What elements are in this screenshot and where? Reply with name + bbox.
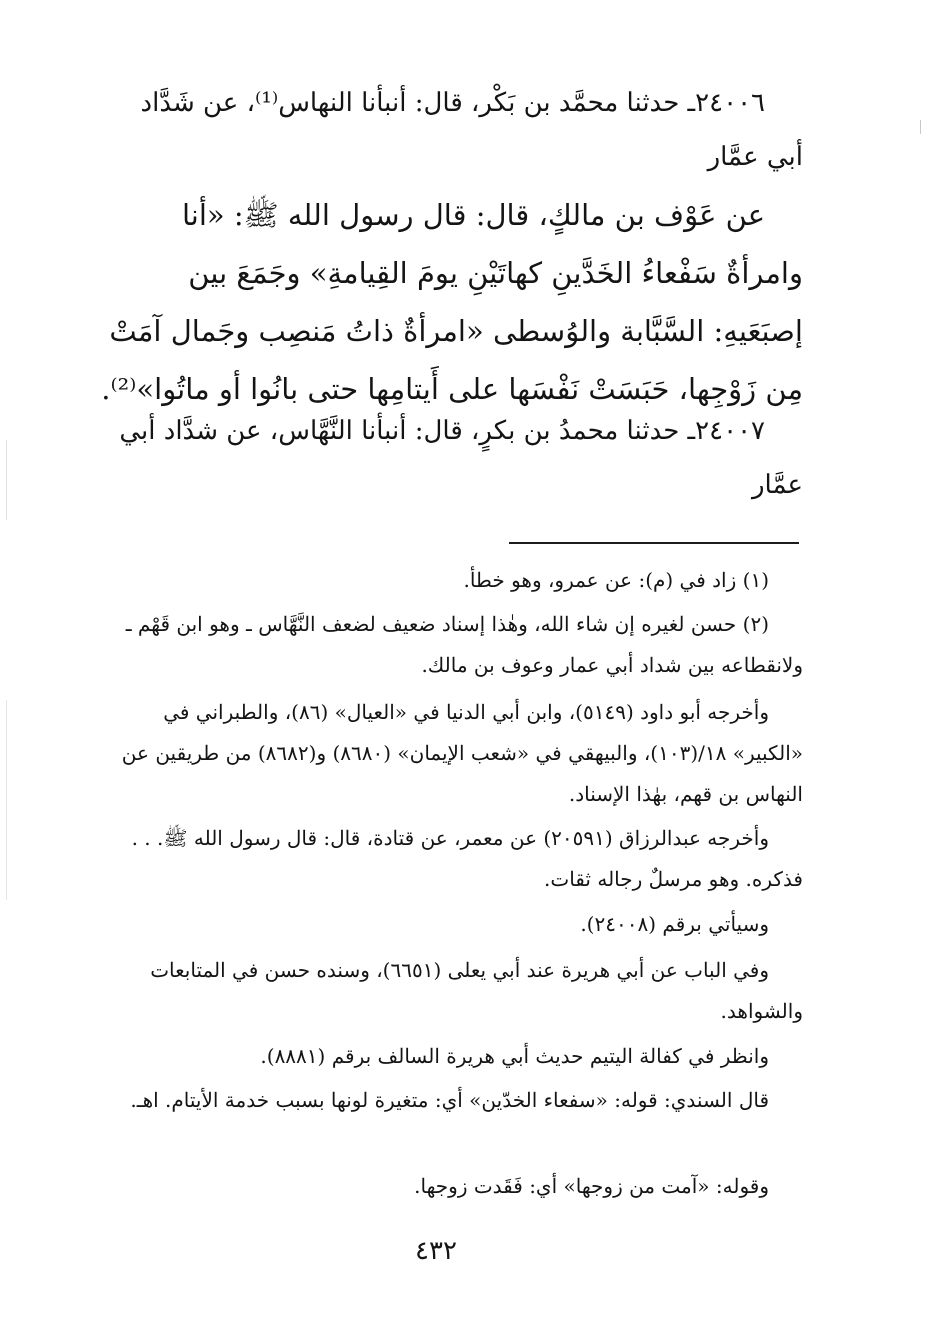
footnote-qawluhu	[98, 1166, 803, 1207]
footnote-sayati-text: وسيأتي برقم (٢٤٠٠٨).	[580, 912, 769, 936]
scan-artifact-mark	[6, 440, 7, 520]
footnote-qawluhu-text: وقوله: «آمت من زوجها» أي: فَقَدت زوجها.	[414, 1174, 769, 1198]
footnote-bab-text: وفي الباب عن أبي هريرة عند أبي يعلى (٦٦٥١)، وسنده حسن في المتابعات والشواهد.	[150, 958, 803, 1023]
hadith-2406-isnad	[98, 76, 803, 184]
hadith-2407-isnad	[98, 404, 803, 512]
hadith-2407-isnad-text: ٢٤٠٠٧ـ حدثنا محمدُ بن بكرٍ، قال: أنبأنا النَّهَّاس، عن شدَّاد أبي عمَّار	[119, 416, 803, 500]
hadith-2406-matn	[98, 186, 803, 418]
footnote-abdurrazzaq-text: وأخرجه عبدالرزاق (٢٠٥٩١) عن معمر، عن قتادة، قال: قال رسول الله ﷺ. . . فذكره. وهو مرسلٌ رجاله ثقات.	[131, 826, 803, 891]
footnote-separator	[509, 542, 799, 544]
footnote-sindi	[98, 1080, 803, 1121]
footnote-abu-dawud	[98, 692, 803, 815]
footnote-1-text: (١) زاد في (م): عن عمرو، وهو خطأ.	[463, 568, 769, 592]
footnote-sayati	[98, 904, 803, 945]
hadith-2406-matn-text: عن عَوْف بن مالكٍ، قال: قال رسول الله ﷺ: «أنا وامرأةٌ سَفْعاءُ الخَدَّينِ كهاتَيْنِ يومَ القِيامةِ» وجَمَعَ بين إصبَعَيهِ: السَّبَّابة والوُسطى «امرأةٌ ذاتُ مَنصِب وجَمال آمَتْ مِن زَوْجِها، حَبَسَتْ نَفْسَها على أَيتامِها حتى بانُوا أو ماتُوا»⁽²⁾.	[101, 198, 803, 406]
scan-artifact-mark	[6, 700, 7, 900]
footnote-kafala-text: وانظر في كفالة اليتيم حديث أبي هريرة السالف برقم (٨٨٨١).	[260, 1044, 769, 1068]
footnote-abdurrazzaq	[98, 818, 803, 900]
footnote-1	[98, 560, 803, 601]
footnote-2	[98, 604, 803, 686]
footnote-kafala	[98, 1036, 803, 1077]
footnote-sindi-text: قال السندي: قوله: «سفعاء الخدّين» أي: متغيرة لونها بسبب خدمة الأيتام. اهـ.	[130, 1088, 769, 1112]
footnote-bab	[98, 950, 803, 1032]
footnote-abu-dawud-text: وأخرجه أبو داود (٥١٤٩)، وابن أبي الدنيا في «العيال» (٨٦)، والطبراني في «الكبير» ١٨/(١٠٣)، والبيهقي في «شعب الإيمان» (٨٦٨٠) و(٨٦٨٢) من طريقين عن النهاس بن قهم، بهٰذا الإسناد.	[121, 700, 803, 806]
hadith-2406-isnad-text: ٢٤٠٠٦ـ حدثنا محمَّد بن بَكْر، قال: أنبأنا النهاس⁽¹⁾، عن شَدَّاد أبي عمَّار	[140, 88, 803, 172]
page-number: ٤٣٢	[415, 1236, 457, 1266]
scan-artifact-mark	[920, 120, 921, 134]
footnote-2-text: (٢) حسن لغيره إن شاء الله، وهٰذا إسناد ضعيف لضعف النَّهَّاس ـ وهو ابن قَهْم ـ ولانقطاعه بين شداد أبي عمار وعوف بن مالك.	[125, 612, 803, 677]
